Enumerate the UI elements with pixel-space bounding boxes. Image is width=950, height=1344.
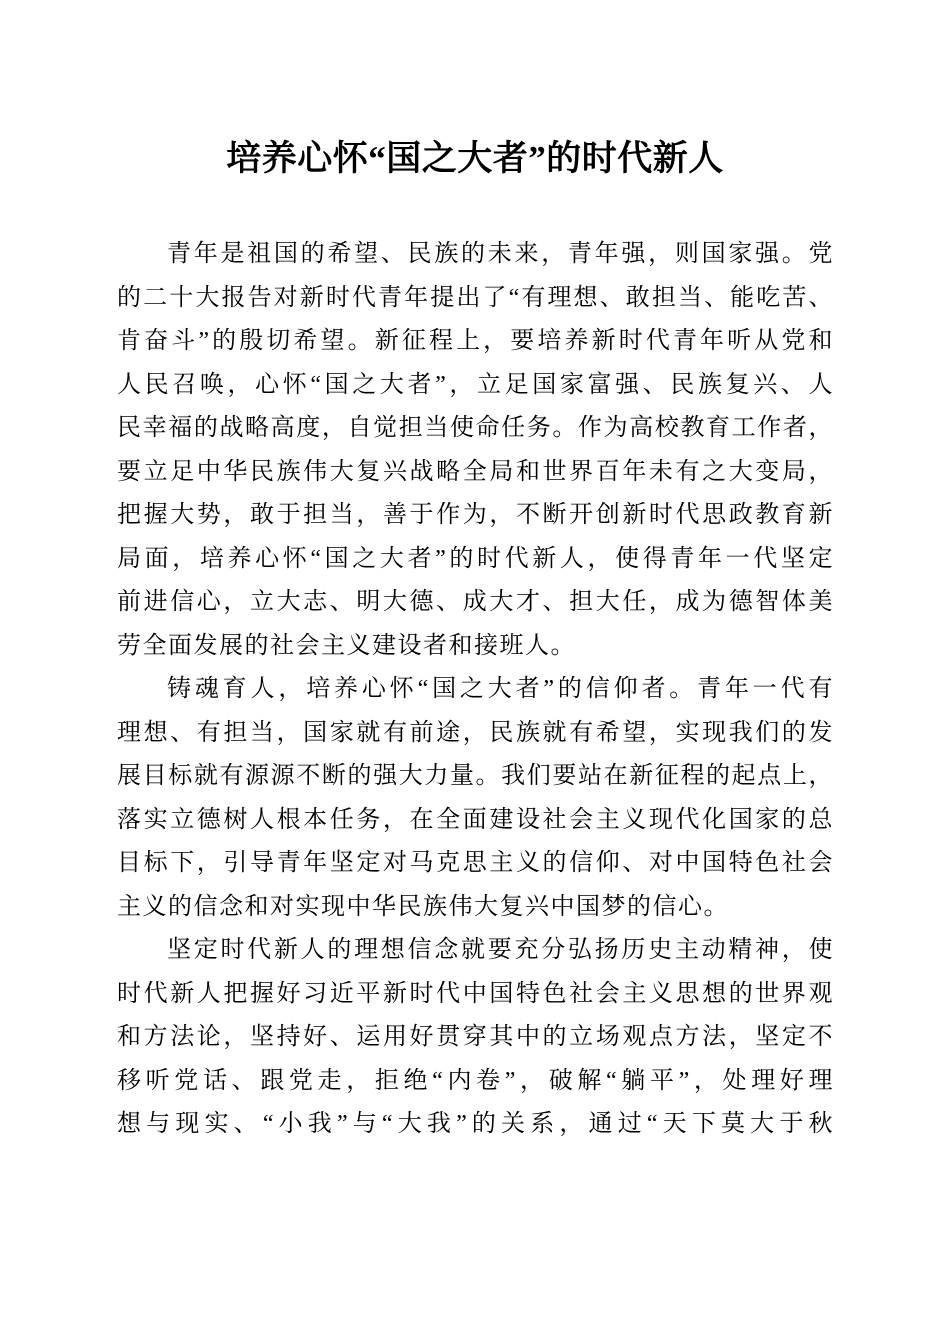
text-line: 移听党话、跟党走，拒绝“内卷”，破解“躺平”，处理好理 (117, 1067, 834, 1094)
text-line: 的二十大报告对新时代青年提出了“有理想、敢担当、能吃苦、 (117, 284, 834, 311)
text-line: 和方法论，坚持好、运用好贯穿其中的立场观点方法，坚定不 (117, 1024, 834, 1050)
paragraph-3 (117, 929, 834, 1147)
text-line: 青年是祖国的希望、民族的未来，青年强，则国家强。党 (167, 241, 834, 267)
text-line: 想与现实、“小我”与“大我”的关系，通过“天下莫大于秋 (117, 1111, 834, 1137)
paragraph-1 (117, 233, 834, 668)
text-line: 时代新人把握好习近平新时代中国特色社会主义思想的世界观 (117, 980, 834, 1007)
text-line: 主义的信念和对实现中华民族伟大复兴中国梦的信心。 (117, 893, 729, 920)
text-line: 落实立德树人根本任务，在全面建设社会主义现代化国家的总 (117, 806, 834, 833)
paragraph-2 (117, 668, 834, 929)
text-line: 铸魂育人，培养心怀“国之大者”的信仰者。青年一代有 (167, 676, 834, 702)
text-line: 目标下，引导青年坚定对马克思主义的信仰、对中国特色社会 (117, 850, 834, 876)
text-line: 劳全面发展的社会主义建设者和接班人。 (117, 632, 576, 659)
text-line: 局面，培养心怀“国之大者”的时代新人，使得青年一代坚定 (117, 545, 834, 572)
text-line: 展目标就有源源不断的强大力量。我们要站在新征程的起点上， (117, 763, 834, 789)
text-line: 前进信心，立大志、明大德、成大才、担大任，成为德智体美 (117, 589, 834, 615)
text-line: 要立足中华民族伟大复兴战略全局和世界百年未有之大变局， (117, 458, 834, 485)
text-line: 把握大势，敢于担当，善于作为，不断开创新时代思政教育新 (117, 502, 834, 528)
text-line: 理想、有担当，国家就有前途，民族就有希望，实现我们的发 (117, 719, 834, 746)
text-line: 民幸福的战略高度，自觉担当使命任务。作为高校教育工作者， (117, 415, 834, 441)
document-title: 培养心怀“国之大者”的时代新人 (226, 139, 724, 178)
text-line: 坚定时代新人的理想信念就要充分弘扬历史主动精神，使 (167, 937, 834, 963)
document-body (117, 233, 834, 1147)
text-line: 人民召唤，心怀“国之大者”，立足国家富强、民族复兴、人 (117, 371, 834, 398)
text-line: 肯奋斗”的殷切希望。新征程上，要培养新时代青年听从党和 (117, 328, 834, 354)
